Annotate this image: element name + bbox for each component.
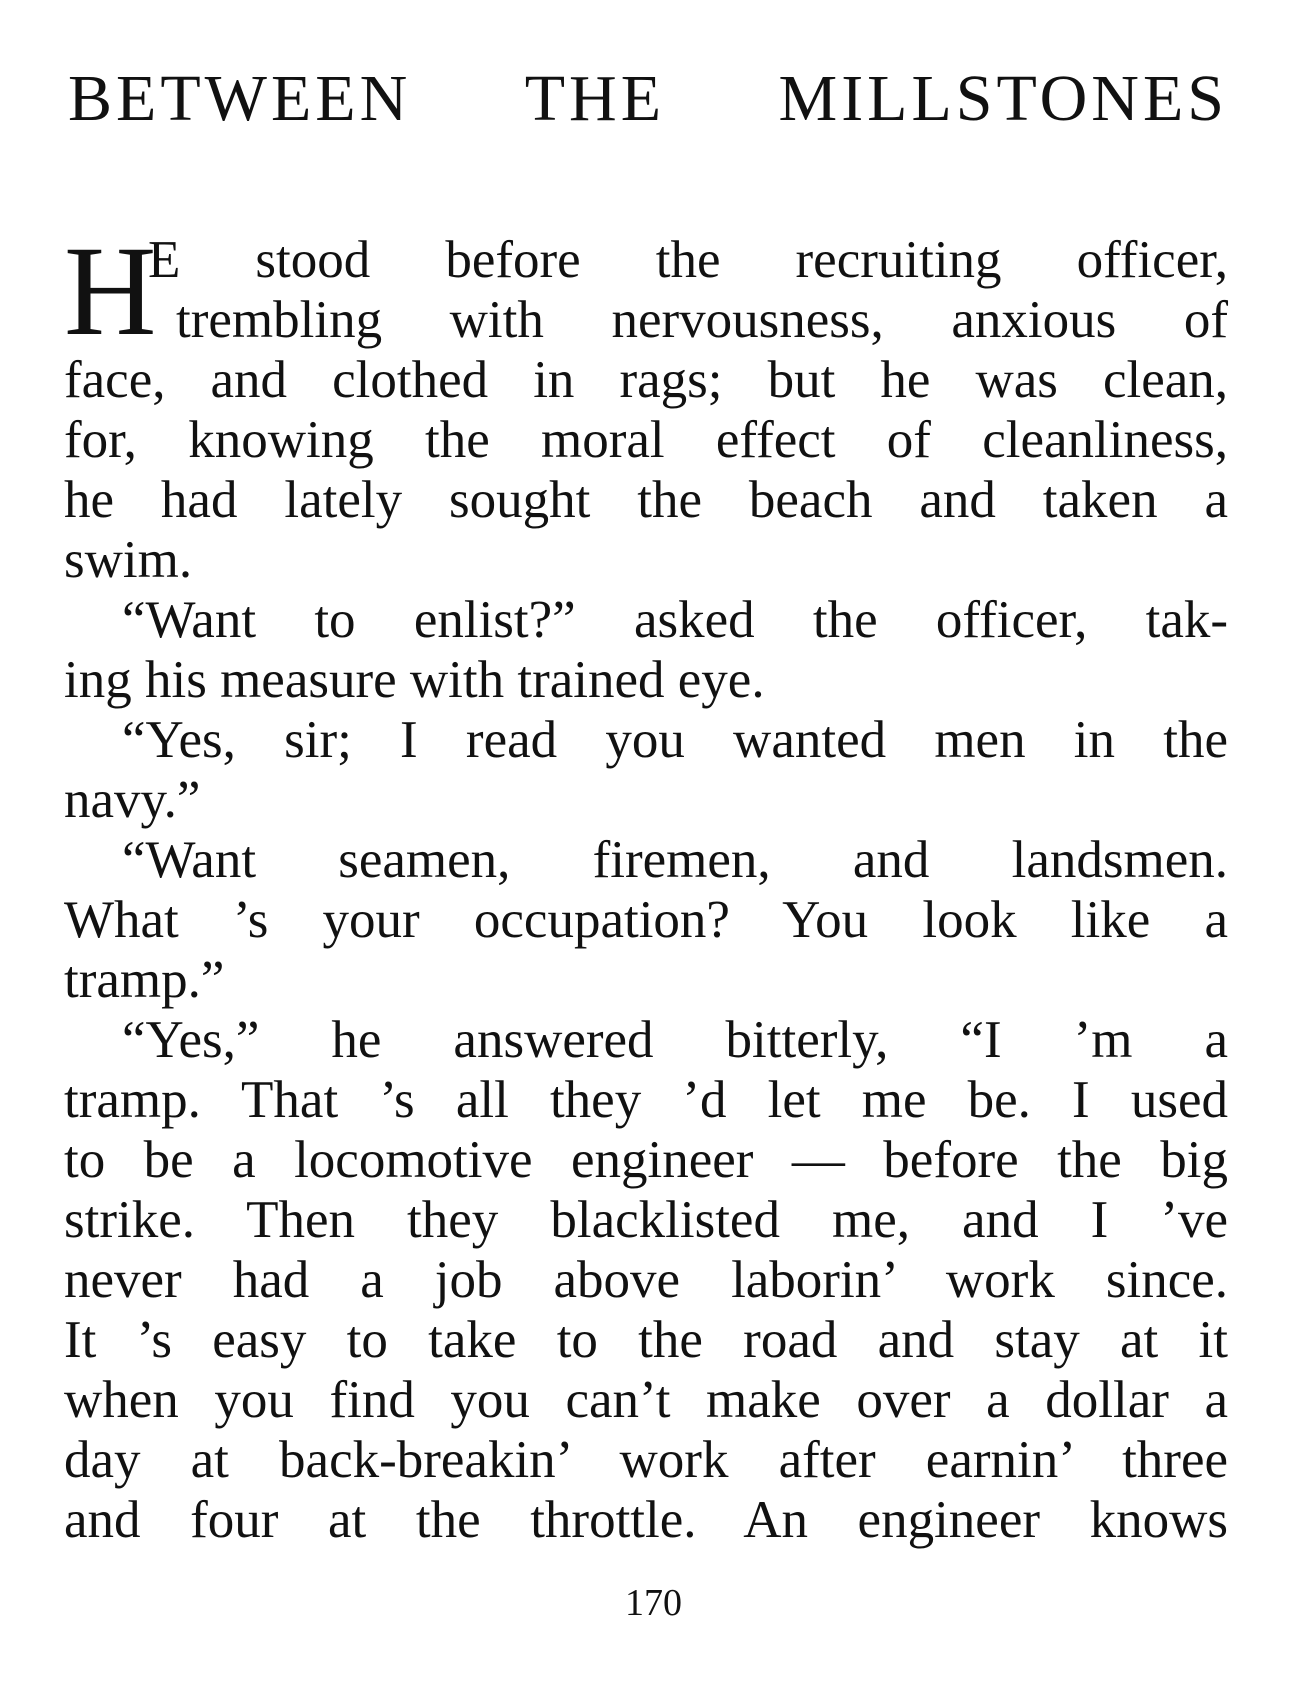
running-head-word: THE xyxy=(524,62,666,135)
running-head-word: BETWEEN xyxy=(68,62,412,135)
text-line: day at back-breakin’ work after earnin’ three xyxy=(64,1431,1228,1489)
text-line: face, and clothed in rags; but he was clean, xyxy=(64,351,1228,409)
text-line: swim. xyxy=(64,531,193,589)
text-line: “Want to enlist?” asked the officer, tak- xyxy=(122,591,1228,649)
text-line: when you find you can’t make over a dollar a xyxy=(64,1371,1228,1429)
text-line: strike. Then they blacklisted me, and I ’ve xyxy=(64,1191,1228,1249)
running-head xyxy=(68,62,1228,135)
text-line: for, knowing the moral effect of cleanliness, xyxy=(64,411,1228,469)
page-number: 170 xyxy=(625,1582,682,1624)
drop-cap: H xyxy=(64,220,157,362)
text-line: he had lately sought the beach and taken a xyxy=(64,471,1228,529)
text-line: to be a locomotive engineer — before the big xyxy=(64,1131,1228,1189)
text-line: It ’s easy to take to the road and stay at it xyxy=(64,1311,1228,1369)
body-text xyxy=(64,220,1228,1550)
text-line: tramp. That ’s all they ’d let me be. I used xyxy=(64,1071,1228,1129)
text-line: E stood before the recruiting officer, xyxy=(148,231,1228,289)
text-line: “Yes, sir; I read you wanted men in the xyxy=(122,711,1228,769)
text-line: trembling with nervousness, anxious of xyxy=(176,291,1228,349)
text-line: navy.” xyxy=(64,771,201,829)
running-head-word: MILLSTONES xyxy=(778,62,1228,135)
text-line: ing his measure with trained eye. xyxy=(64,651,765,709)
text-line: “Yes,” he answered bitterly, “I ’m a xyxy=(122,1011,1228,1069)
text-line: What ’s your occupation? You look like a xyxy=(64,891,1228,949)
text-line: “Want seamen, firemen, and landsmen. xyxy=(122,831,1228,889)
text-line: and four at the throttle. An engineer knows xyxy=(64,1491,1228,1549)
opening-paragraph xyxy=(64,220,1228,362)
text-line: never had a job above laborin’ work since. xyxy=(64,1251,1228,1309)
text-line: tramp.” xyxy=(64,951,225,1009)
